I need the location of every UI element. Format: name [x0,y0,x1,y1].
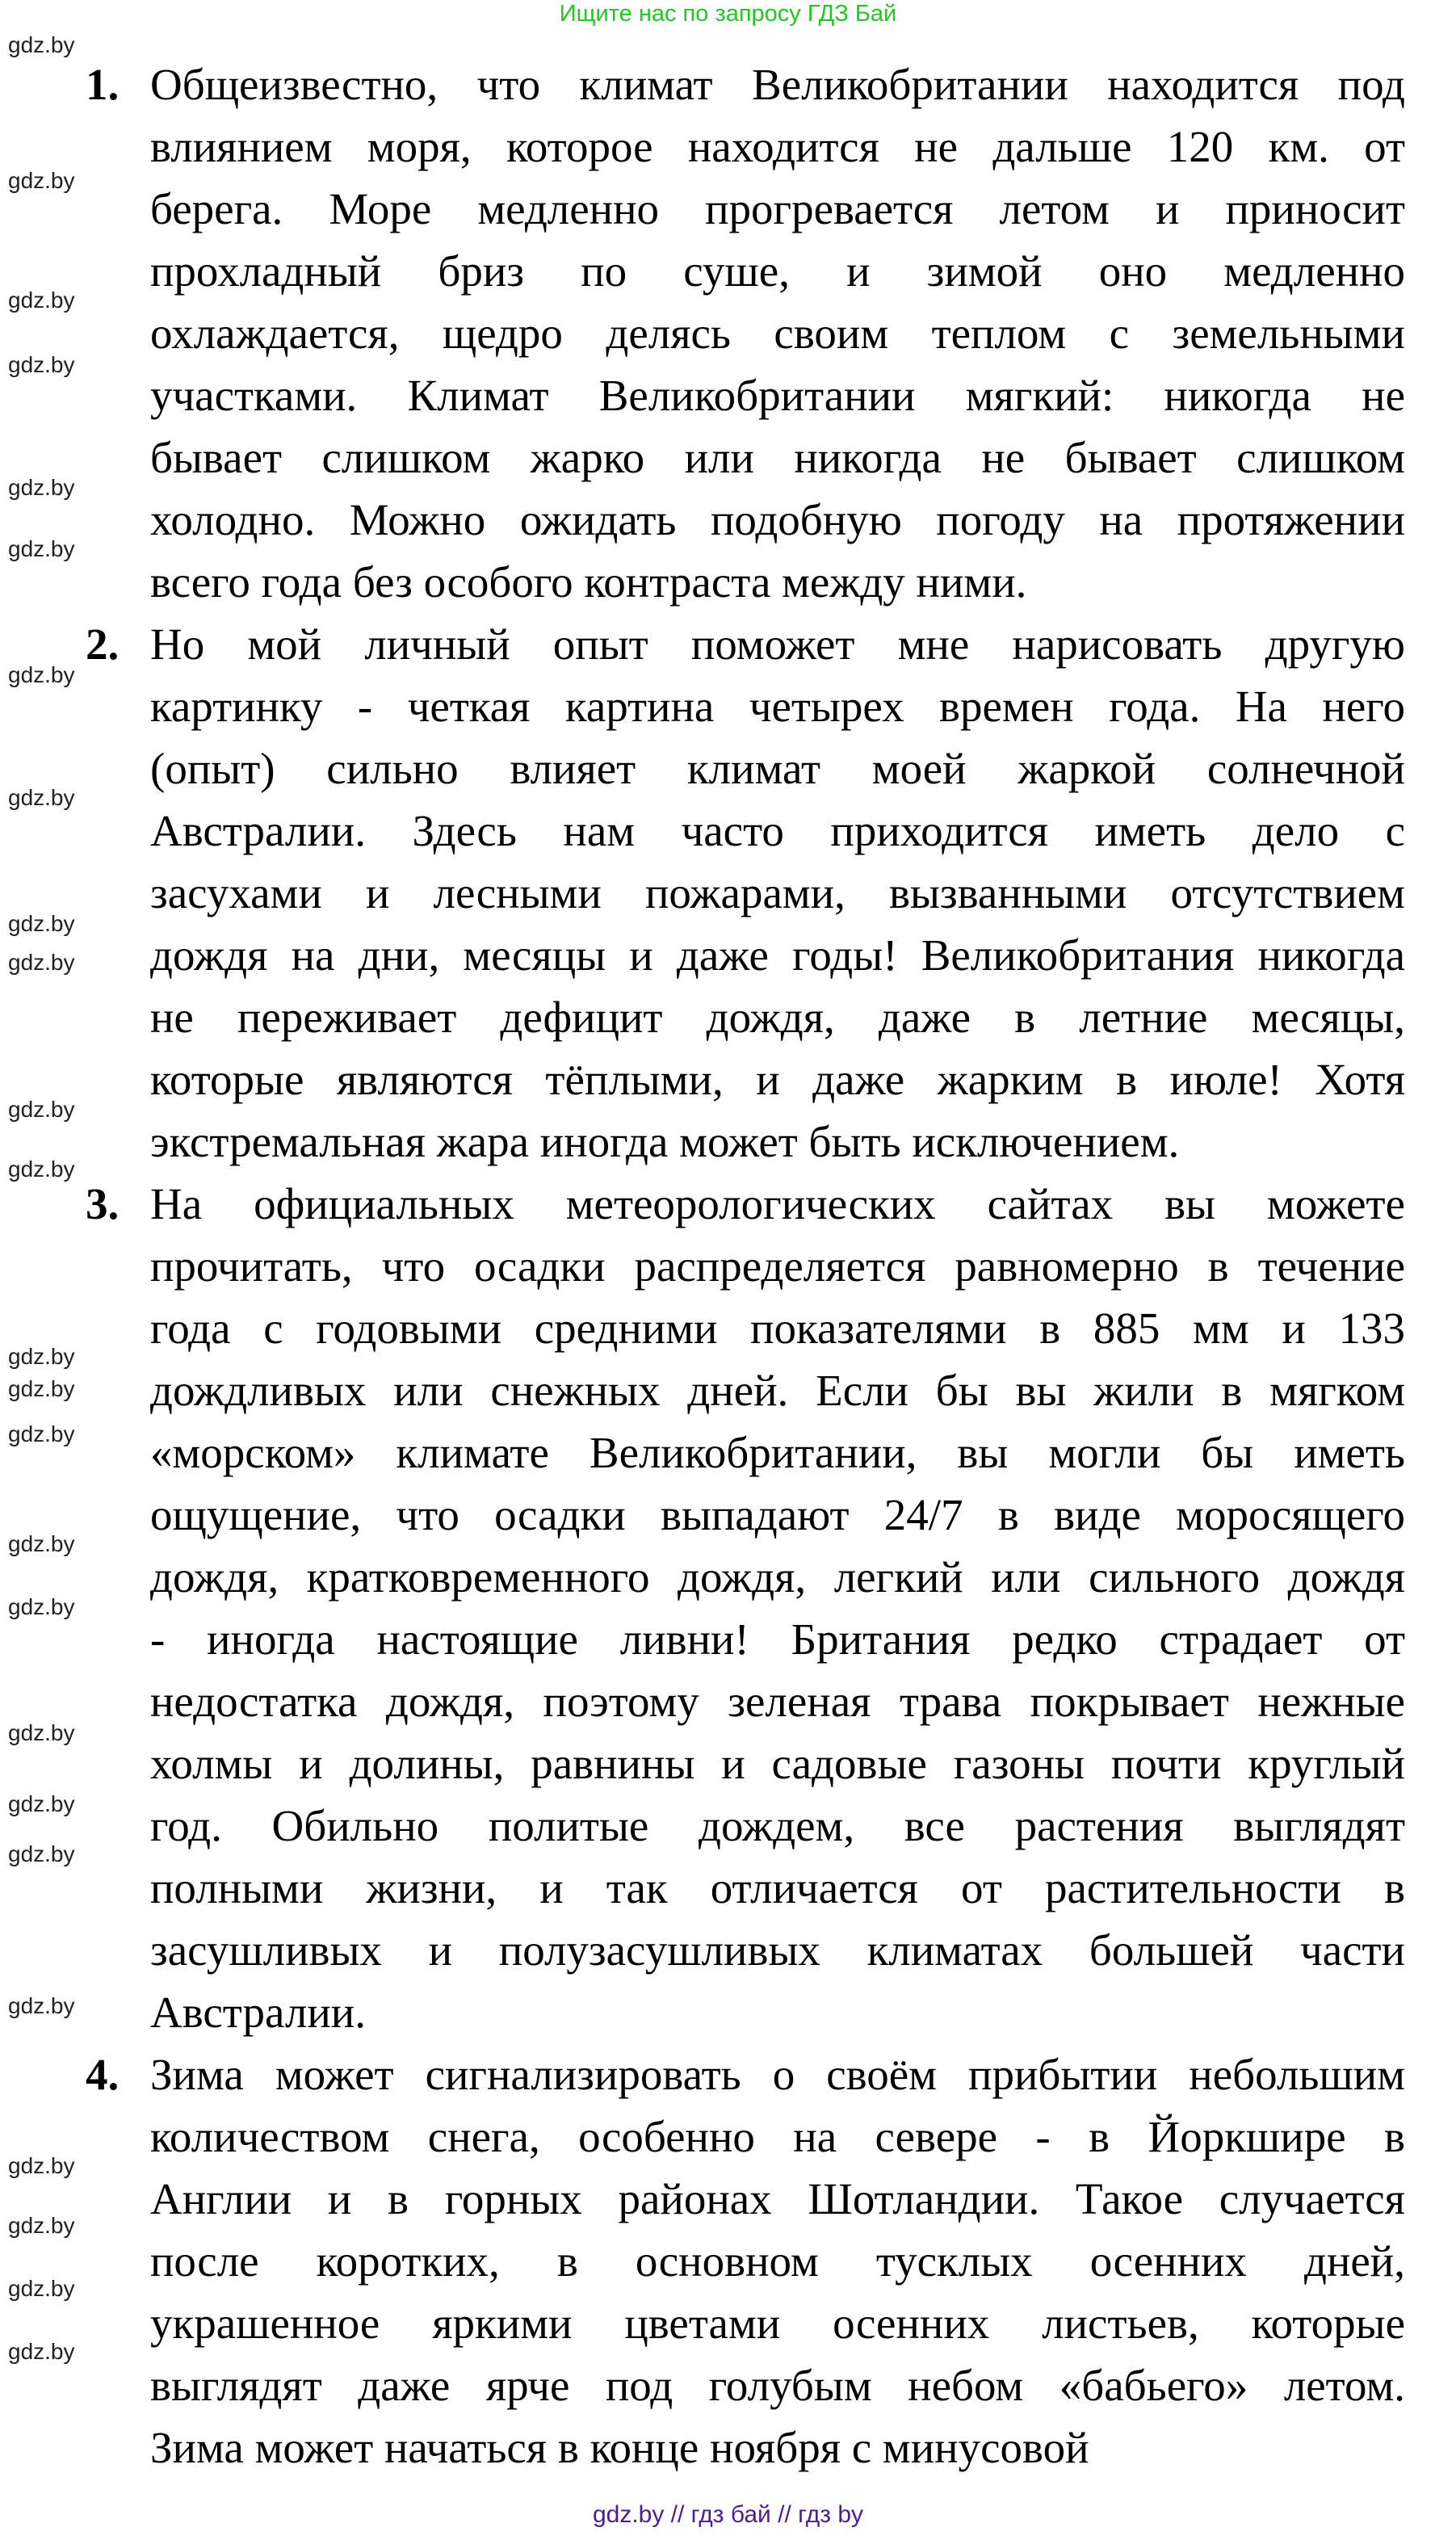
text-line: Австралии. Здесь нам часто приходится иметь дело с [150,806,1405,855]
paragraph-4 [0,2043,1456,2479]
watermark-text: gdz.by [8,1720,75,1745]
text-line: недостатка дождя, поэтому зеленая трава покрывает нежные [150,1677,1405,1726]
watermark-text: gdz.by [8,2153,75,2178]
text-line: полными жизни, и так отличается от растительности в [150,1863,1405,1912]
text-line: дождя на дни, месяцы и даже годы! Великобритания никогда [150,930,1405,980]
text-line: Зима может сигнализировать о своём прибытии небольшим [150,2050,1405,2099]
watermark-text: gdz.by [8,1421,75,1446]
text-line: «морском» климате Великобритании, вы могли бы иметь [150,1428,1405,1477]
text-line: всего года без особого контраста между ними. [150,557,1027,607]
text-line: бывает слишком жарко или никогда не бывает слишком [150,433,1405,482]
watermark-text: gdz.by [8,536,75,561]
text-line: (опыт) сильно влияет климат моей жаркой солнечной [150,744,1405,793]
text-line: года с годовыми средними показателями в 885 мм и 133 [150,1304,1405,1353]
text-line: берега. Море медленно прогревается летом и приносит [150,184,1405,233]
watermark-text: gdz.by [8,1594,75,1619]
text-line: не переживает дефицит дождя, даже в летние месяцы, [150,993,1405,1042]
text-line: прохладный бриз по суше, и зимой оно медленно [150,246,1405,296]
search-banner: Ищите нас по запросу ГДЗ Бай [559,1,897,27]
text-line: холодно. Можно ожидать подобную погоду на протяжении [150,495,1405,544]
watermark-text: gdz.by [8,1344,75,1369]
watermark-text: gdz.by [8,475,75,500]
watermark-text: gdz.by [8,2213,75,2238]
watermark-text: gdz.by [8,2276,75,2301]
text-line: ощущение, что осадки выпадают 24/7 в виде моросящего [150,1490,1405,1539]
text-line: влиянием моря, которое находится не дальше 120 км. от [150,122,1405,171]
text-line: экстремальная жара иногда может быть исключением. [150,1117,1180,1166]
text-line: после коротких, в основном тусклых осенних дней, [150,2236,1405,2286]
watermark-text: gdz.by [8,911,75,936]
paragraph-number: 1. [86,60,120,109]
watermark-text: gdz.by [8,288,75,313]
watermark-text: gdz.by [8,662,75,687]
paragraph-3 [0,1173,1456,2043]
text-line: участками. Климат Великобритании мягкий: никогда не [150,371,1405,420]
text-line: картинку - четкая картина четырех времен года. На него [150,682,1405,731]
watermark-text: gdz.by [8,2339,75,2364]
text-line: Австралии. [150,1988,366,2037]
watermark-text: gdz.by [8,1157,75,1182]
text-line: которые являются тёплыми, и даже жарким в июле! Хотя [150,1055,1405,1104]
text-line: год. Обильно политые дождем, все растения выглядят [150,1801,1405,1850]
text-line: засухами и лесными пожарами, вызванными отсутствием [150,868,1405,917]
paragraph-number: 2. [86,619,120,669]
text-line: Но мой личный опыт поможет мне нарисовать другую [150,619,1405,669]
text-line: Зима может начаться в конце ноября с минусовой [150,2423,1089,2472]
watermark-text: gdz.by [8,1376,75,1401]
paragraph-number: 4. [86,2050,120,2099]
watermark-text: gdz.by [8,168,75,193]
watermark-text: gdz.by [8,32,75,57]
watermark-text: gdz.by [8,1993,75,2018]
text-line: - иногда настоящие ливни! Британия редко страдает от [150,1614,1405,1664]
paragraph-1 [0,53,1456,613]
text-line: украшенное яркими цветами осенних листьев, которые [150,2299,1405,2348]
text-line: дождливых или снежных дней. Если бы вы жили в мягком [150,1366,1405,1415]
text-line: охлаждается, щедро делясь своим теплом с земельными [150,309,1405,358]
text-line: прочитать, что осадки распределяется равномерно в течение [150,1241,1405,1291]
paragraph-2 [0,613,1456,1173]
text-line: холмы и долины, равнины и садовые газоны почти круглый [150,1739,1405,1788]
watermark-text: gdz.by [8,352,75,377]
footer-banner: gdz.by // гдз бай // гдз by [592,2501,864,2528]
watermark-text: gdz.by [8,950,75,975]
watermark-text: gdz.by [8,785,75,810]
watermark-text: gdz.by [8,1531,75,1556]
watermark-text: gdz.by [8,1791,75,1816]
text-line: количеством снега, особенно на севере - в Йоркшире в [150,2112,1405,2161]
text-line: Общеизвестно, что климат Великобритании находится под [150,60,1405,109]
text-line: На официальных метеорологических сайтах вы можете [150,1179,1405,1228]
text-line: выглядят даже ярче под голубым небом «бабьего» летом. [150,2361,1405,2410]
text-line: дождя, кратковременного дождя, легкий или сильного дождя [150,1552,1405,1602]
paragraph-number: 3. [86,1179,120,1228]
text-line: засушливых и полузасушливых климатах большей части [150,1925,1405,1975]
watermark-text: gdz.by [8,1097,75,1122]
document-body [0,53,1456,2479]
watermark-text: gdz.by [8,1841,75,1866]
text-line: Англии и в горных районах Шотландии. Такое случается [150,2174,1405,2223]
